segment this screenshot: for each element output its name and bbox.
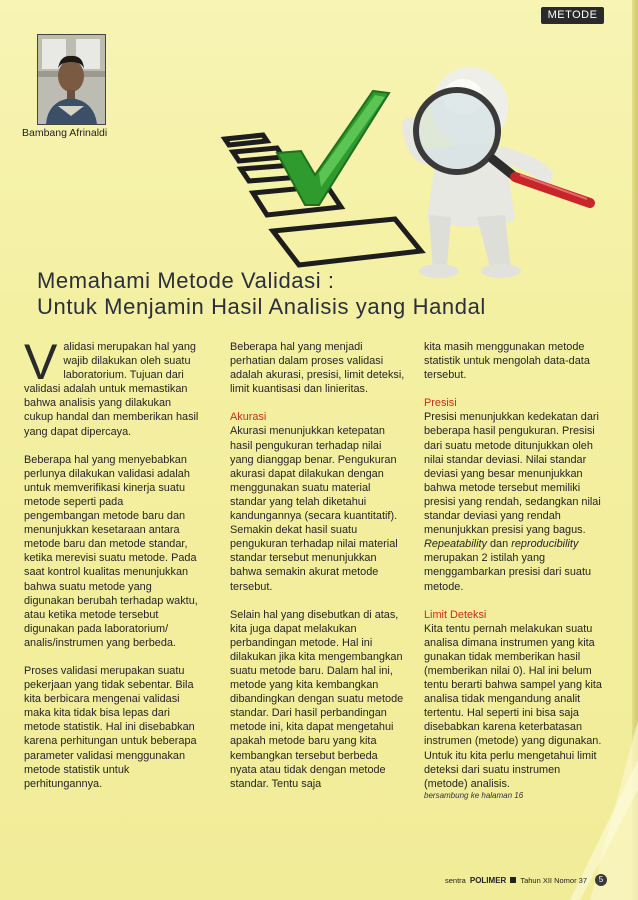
drop-cap: V bbox=[24, 334, 58, 390]
paragraph-method-comparison: Selain hal yang disebutkan di atas, kita juga dapat melakukan perbandingan metode. Hal ini dilakukan jika kita mengembangkan suatu metode baru. Dalam hal ini, metode yang kita kembangkan dibandingkan dengan suatu metode standar. Dari hasil perbandingan metode ini, kita dapat mengetahui apakah metode baru yang kita kembangkan tersebut berbeda nyata atau tidak dengan metode standar. Tentu saja bbox=[230, 608, 404, 790]
page-footer bbox=[445, 874, 607, 886]
term-reproducibility: reproducibility bbox=[511, 538, 579, 551]
paragraph-validation-parameters: Beberapa hal yang menjadi perhatian dalam proses validasi adalah akurasi, presisi, limit deteksi, limit kuantisasi dan linieritas. bbox=[230, 341, 405, 396]
paragraph-statistics: kita masih menggunakan metode statistik untuk mengolah data-data tersebut. bbox=[424, 341, 590, 382]
intro-paragraph bbox=[24, 334, 200, 439]
author-portrait-image bbox=[38, 35, 105, 124]
figure-with-magnifier bbox=[410, 67, 590, 278]
continued-note: bersambung ke halaman 16 bbox=[424, 790, 524, 800]
square-bullet-icon bbox=[510, 877, 516, 883]
title-line-2: Untuk Menjamin Hasil Analisis yang Handal bbox=[37, 294, 486, 319]
author-photo bbox=[37, 34, 106, 125]
heading-presisi: Presisi bbox=[424, 397, 457, 410]
paragraph-validation-reasons: Beberapa hal yang menyebabkan perlunya dilakukan validasi adalah untuk memverifikasi kinerja suatu metode seperti pada pengembangan metode baru dan menunjukkan kesetaraan antara metode baru dan metode standar, ketika merevisi suatu metode. Pada saat kontrol kualitas menunjukkan bahwa suatu metode yang digunakan berubah terhadap waktu, atau ketika metode tersebut digunakan pada laboratorium/ analis/instrumen yang berbeda. bbox=[24, 453, 198, 649]
magnifier-lens-icon bbox=[416, 90, 498, 172]
paragraph-presisi bbox=[424, 410, 604, 593]
page-number: 5 bbox=[595, 874, 607, 886]
presisi-text-b: merupakan 2 istilah yang menggambarkan presisi dari suatu metode. bbox=[424, 552, 592, 593]
heading-limit-deteksi: Limit Deteksi bbox=[424, 608, 487, 621]
intro-text: alidasi merupakan hal yang wajib dilakukan oleh suatu laboratorium. Tujuan dari validasi adalah untuk memastikan bahwa analisis yang dilakukan cukup handal dan memberikan hasil yang dapat dipercaya. bbox=[24, 341, 199, 438]
text-column-2 bbox=[230, 340, 405, 805]
paragraph-validation-process: Proses validasi merupakan suatu pekerjaan yang tidak sebentar. Bila kita berbicara mengenai validasi maka kita tidak bisa lepas dari metode statistik. Hal ini disebabkan karena perhitungan untuk beberapa parameter validasi menggunakan metode statistik untuk perhitungannya. bbox=[24, 664, 197, 790]
footer-publication: POLIMER bbox=[469, 875, 507, 885]
term-repeatability: Repeatability bbox=[424, 538, 487, 551]
footer-prefix: sentra bbox=[445, 875, 466, 885]
author-name: Bambang Afrinaldi bbox=[22, 127, 108, 139]
text-column-1 bbox=[24, 334, 200, 805]
heading-akurasi: Akurasi bbox=[230, 411, 267, 424]
footer-issue: Tahun XII Nomor 37 bbox=[520, 875, 588, 885]
presisi-and: dan bbox=[490, 538, 509, 551]
decorative-corner-shape bbox=[560, 700, 638, 900]
section-tag: METODE bbox=[541, 7, 604, 24]
presisi-text-a: Presisi menunjukkan kedekatan dari beberapa hasil pengukuran. Presisi dari suatu metode ditunjukkan oleh nilai standar deviasi. Nilai standar deviasi yang besar menunjukkan bahwa metode tersebut memiliki presisi yang rendah, sedangkan nilai standar deviasi yang rendah menunjukkan presisi yang bagus. bbox=[424, 411, 601, 537]
title-line-1: Memahami Metode Validasi : bbox=[37, 268, 335, 293]
checklist-magnifier-illustration bbox=[215, 55, 615, 290]
paragraph-limit-deteksi: Kita tentu pernah melakukan suatu analisa dimana instrumen yang kita gunakan tidak memberikan hasil (memberikan nilai 0). Hal ini belum tentu berarti bahwa sampel yang kita analisa tidak mengandung analit tertentu. Hal seperti ini bisa saja disebabkan karena keterbatasan instrumen (metode) yang digunakan. Untuk itu kita perlu mengetahui limit deteksi dari suatu instrumen (metode) analisis. bbox=[424, 622, 602, 790]
article-title bbox=[37, 268, 486, 320]
paragraph-akurasi: Akurasi menunjukkan ketepatan hasil pengukuran terhadap nilai yang dianggap benar. Pengukuran akurasi dapat dilakukan dengan menggunakan suatu material standar yang telah diketahui kandungannya (secara kuantitatif). Semakin dekat hasil suatu pengukuran terhadap nilai material standar tersebut menunjukkan bahwa semakin akurat metode tersebut. bbox=[230, 425, 398, 593]
